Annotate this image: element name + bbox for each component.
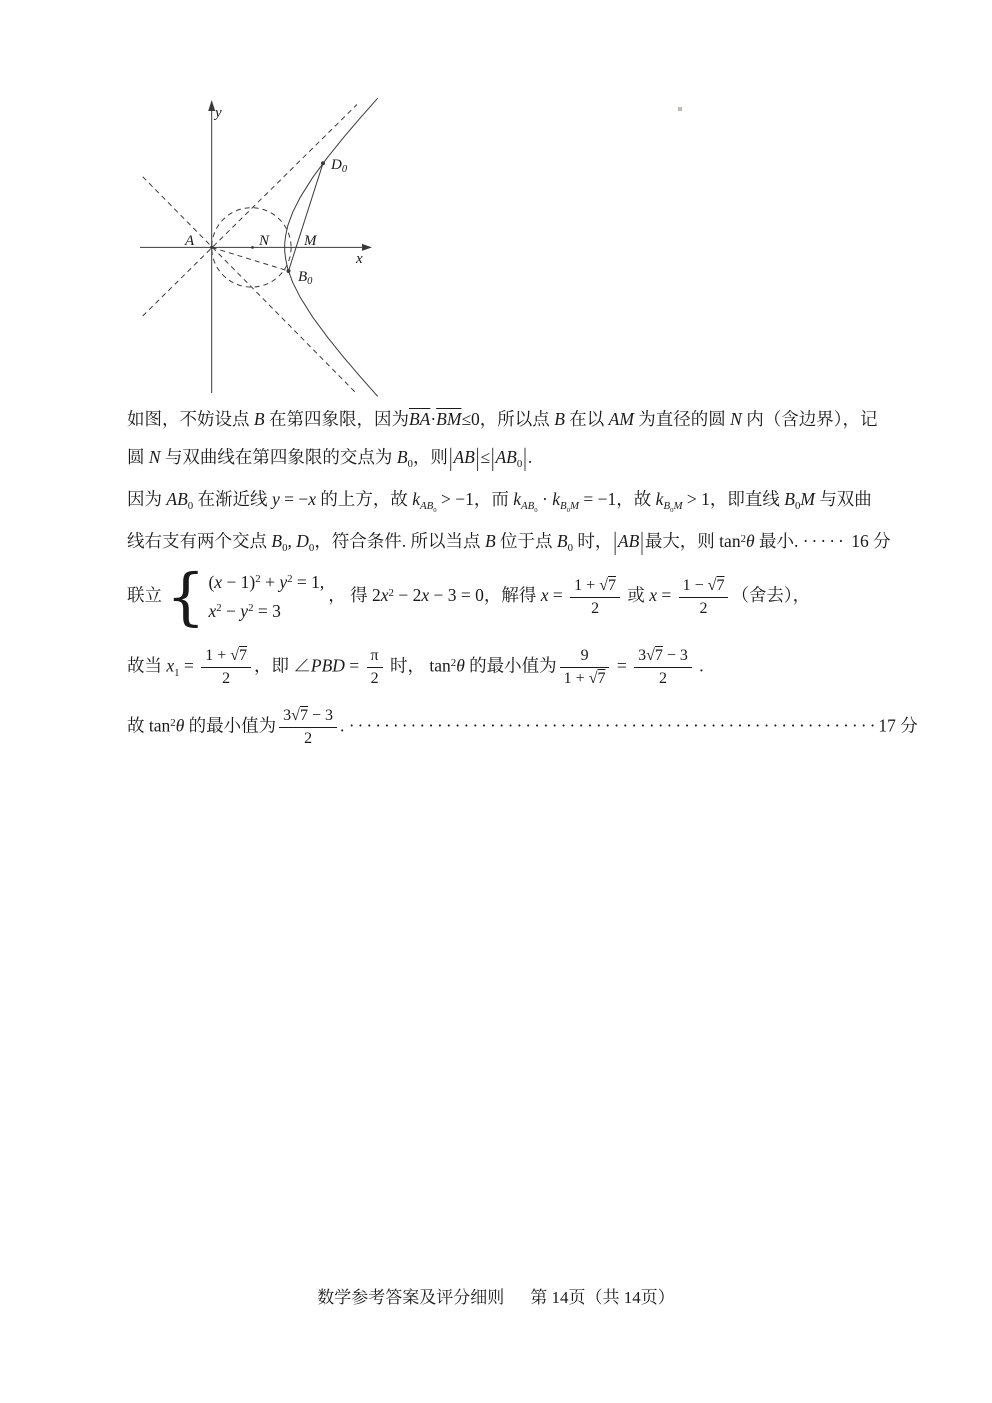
math-variable: AB — [453, 447, 475, 467]
math-variable: N — [730, 409, 742, 429]
solution-text-line-2: 圆 N 与双曲线在第四象限的交点为 $B_0$，则$|AB|\le|AB_0|$. — [127, 447, 532, 469]
label-x-axis: x — [356, 251, 363, 267]
math-variable: θ — [746, 531, 755, 551]
footer-doc-title: 数学参考答案及评分细则 — [317, 1288, 505, 1307]
radicand: 7 — [607, 576, 616, 594]
absolute-value-bar: | — [475, 442, 480, 472]
fraction-numerator: 3√7 − 3 — [638, 647, 688, 664]
square-root: √7 — [588, 670, 606, 687]
label-point-D0: $D_0$ — [331, 157, 348, 175]
superscript: 2 — [388, 586, 394, 599]
fraction-denominator: 2 — [367, 667, 383, 689]
label-point-A: A — [185, 233, 195, 249]
math-variable: M — [800, 489, 815, 509]
scan-artifact-dot — [678, 107, 682, 111]
math-variable: k — [412, 489, 421, 509]
label-point-M: M — [304, 233, 317, 249]
math-variable: D — [296, 531, 309, 551]
subscript: 0 — [534, 506, 538, 514]
math-variable: N — [148, 447, 161, 467]
square-root: √7 — [230, 647, 248, 664]
fraction-numerator: 1 − √7 — [682, 576, 725, 594]
subscript: 0 — [308, 542, 315, 555]
fraction-denominator: 2 — [634, 667, 692, 689]
math-variable: B — [560, 500, 567, 513]
math-variable: x — [214, 571, 223, 592]
math-variable: AB — [166, 489, 188, 509]
math-variable: k — [513, 489, 522, 509]
math-variable: k — [552, 489, 561, 509]
superscript: 2 — [248, 602, 254, 615]
fraction-numerator: π — [370, 647, 379, 664]
absolute-value-bar: | — [490, 442, 495, 472]
subscript — [663, 500, 682, 512]
math-variable: B — [271, 531, 283, 551]
math-variable: AB — [495, 447, 517, 467]
math-variable: x — [208, 600, 217, 621]
cases-brace: { — [166, 560, 206, 633]
superscript: 2 — [287, 573, 293, 586]
math-variable: θ — [175, 715, 185, 736]
solution-text-line-1: 如图，不妨设点 B 在第四象限，因为$\overline{BA}\cdot\overline{BM}\le 0$，所以点 B 在以 AM 为直径的圆 N 内（含边界），记 — [127, 409, 878, 429]
math-variable: B — [556, 531, 568, 551]
fraction — [367, 646, 383, 689]
absolute-value-bar: | — [448, 442, 453, 472]
fraction — [679, 576, 729, 619]
dotted-leader: ···························································· — [348, 715, 879, 736]
fraction-numerator: 9 — [580, 647, 589, 664]
subscript: 1 — [174, 666, 180, 679]
fraction — [201, 646, 251, 689]
radicand: 7 — [299, 707, 308, 724]
math-variable: x — [421, 585, 430, 606]
math-variable: B — [484, 531, 496, 551]
label-point-N: N — [259, 233, 270, 249]
cases-row: $(x - 1)^2 + y^2 = 1$, — [208, 571, 325, 592]
fraction-denominator: 2 — [279, 727, 337, 749]
radicand: 7 — [654, 647, 663, 664]
point-D0-dot — [321, 161, 325, 165]
fraction — [560, 646, 610, 689]
square-root: √7 — [707, 576, 725, 594]
math-variable: x — [166, 655, 175, 676]
math-variable: k — [655, 489, 664, 509]
asymptote-y-equals-x — [143, 105, 357, 317]
solution-text-line-7: 故 $\tan^2\theta$ 的最小值为 $\frac{3√7 - 3}{2}$ . ····························································17 分 — [127, 707, 918, 747]
math-variable: B — [554, 409, 565, 429]
square-root: √7 — [291, 707, 308, 724]
absolute-value-bar: | — [613, 526, 617, 556]
label-point-B0: $B_0$ — [298, 269, 313, 287]
cases-rows — [208, 572, 324, 623]
math-variable: M — [673, 500, 683, 513]
dotted-leader: ····· — [802, 531, 847, 551]
square-root: √7 — [599, 576, 616, 594]
math-variable: x — [540, 585, 549, 606]
math-variable: x — [380, 585, 389, 606]
absolute-value-bar: | — [640, 526, 644, 556]
fraction — [634, 646, 692, 689]
math-variable: B — [253, 409, 265, 429]
math-variable: AM — [608, 409, 634, 429]
page-footer — [0, 1283, 992, 1308]
solution-text-line-6: 故当 $x_1$ = $\frac{1 + √7}{2}$ ，即 ∠PBD = $\frac{\pi}{2}$ 时， $\tan^2\theta$ 的最小值为 $\frac{9}{1 + √7}$ = $\frac{3√7 - 3}{2}$ . — [127, 647, 704, 687]
absolute-value-bar: | — [523, 442, 527, 472]
fraction-numerator: 1 + √7 — [574, 576, 616, 594]
subscript: 0 — [670, 506, 674, 514]
math-variable: B — [784, 489, 795, 509]
asymptote-y-equals-negative-x — [143, 177, 357, 394]
equation-system — [166, 560, 325, 633]
point-A-dot — [210, 246, 213, 249]
cases-row: $x^2 - y^2 = 3$ — [208, 600, 281, 621]
fraction-denominator: 1 + √7 — [560, 667, 610, 689]
radicand: 7 — [597, 670, 606, 687]
superscript: 2 — [255, 573, 261, 586]
fraction-denominator: 2 — [570, 597, 620, 619]
subscript — [560, 500, 579, 512]
line-B0-D0 — [289, 163, 324, 271]
subscript: 0 — [794, 500, 801, 513]
subscript: 0 — [187, 500, 194, 513]
math-variable: B — [663, 500, 671, 513]
square-root: √7 — [646, 647, 663, 664]
superscript: 2 — [450, 657, 457, 670]
superscript: 2 — [740, 532, 746, 545]
math-variable: x — [649, 585, 657, 606]
superscript: 2 — [216, 602, 222, 615]
subscript: 0 — [516, 458, 523, 471]
math-variable: y — [271, 489, 280, 509]
math-variable: PBD — [310, 655, 345, 676]
solution-text-line-5: 联立 { $(x - 1)^2 + y^2 = 1$, $x^2 - y^2 = 3$ ， 得 $2x^2 - 2x - 3 = 0$，解得 x = $\frac{1 + √7}{2}$ 或 x = $\frac{1 - √7}{2}$ （舍去）， — [127, 560, 811, 633]
math-variable: B — [396, 447, 408, 467]
point-B0-dot — [287, 269, 291, 273]
footer-page-number: 第 14页（共 14页） — [530, 1288, 675, 1307]
vector-overline: $\overline{BA}$ — [408, 409, 431, 429]
superscript: 2 — [170, 717, 176, 730]
math-variable: AB — [617, 531, 640, 551]
x-axis-arrow — [362, 244, 372, 251]
label-y-axis: y — [215, 105, 222, 121]
radicand: 7 — [716, 576, 725, 594]
math-variable: y — [279, 571, 288, 592]
segment-A-B0 — [212, 247, 289, 271]
subscript: 0 — [407, 458, 413, 471]
fraction — [279, 706, 337, 749]
math-variable: θ — [456, 655, 465, 676]
fraction-denominator: 2 — [201, 667, 251, 689]
subscript: 0 — [282, 542, 288, 555]
solution-text-line-4: 线右支有两个交点 $B_0$, $D_0$，符合条件. 所以当点 B 位于点 $B_0$ 时，|AB|最大，则 $\tan^2\theta$ 最小. ····· 16 分 — [127, 531, 891, 553]
math-variable: M — [570, 500, 580, 513]
math-variable: y — [240, 600, 249, 621]
math-variable: AB — [521, 500, 535, 513]
math-variable: x — [308, 489, 316, 509]
fraction-numerator: 3√7 − 3 — [283, 707, 333, 724]
radicand: 7 — [239, 647, 248, 664]
subscript: 0 — [567, 542, 574, 555]
solution-text-line-3: 因为 $AB_0$ 在渐近线 y = −x 的上方，故 $k_{AB_0} > -1$，而 $k_{AB_0} \cdot k_{B_0M} = -1$，故 $k_{B_0M} > 1$，即直线 $B_0M$ 与双曲 — [127, 489, 872, 514]
fraction-numerator: 1 + √7 — [205, 647, 248, 664]
subscript — [420, 500, 437, 512]
fraction-denominator: 2 — [679, 597, 729, 619]
subscript: 0 — [566, 506, 570, 514]
math-variable: AB — [420, 500, 434, 513]
point-N-dot — [251, 246, 254, 249]
subscript: 0 — [433, 506, 437, 514]
fraction — [570, 576, 620, 619]
vector-overline: $\overline{BM}$ — [436, 409, 462, 429]
geometry-figure — [120, 90, 385, 405]
subscript — [521, 500, 538, 512]
